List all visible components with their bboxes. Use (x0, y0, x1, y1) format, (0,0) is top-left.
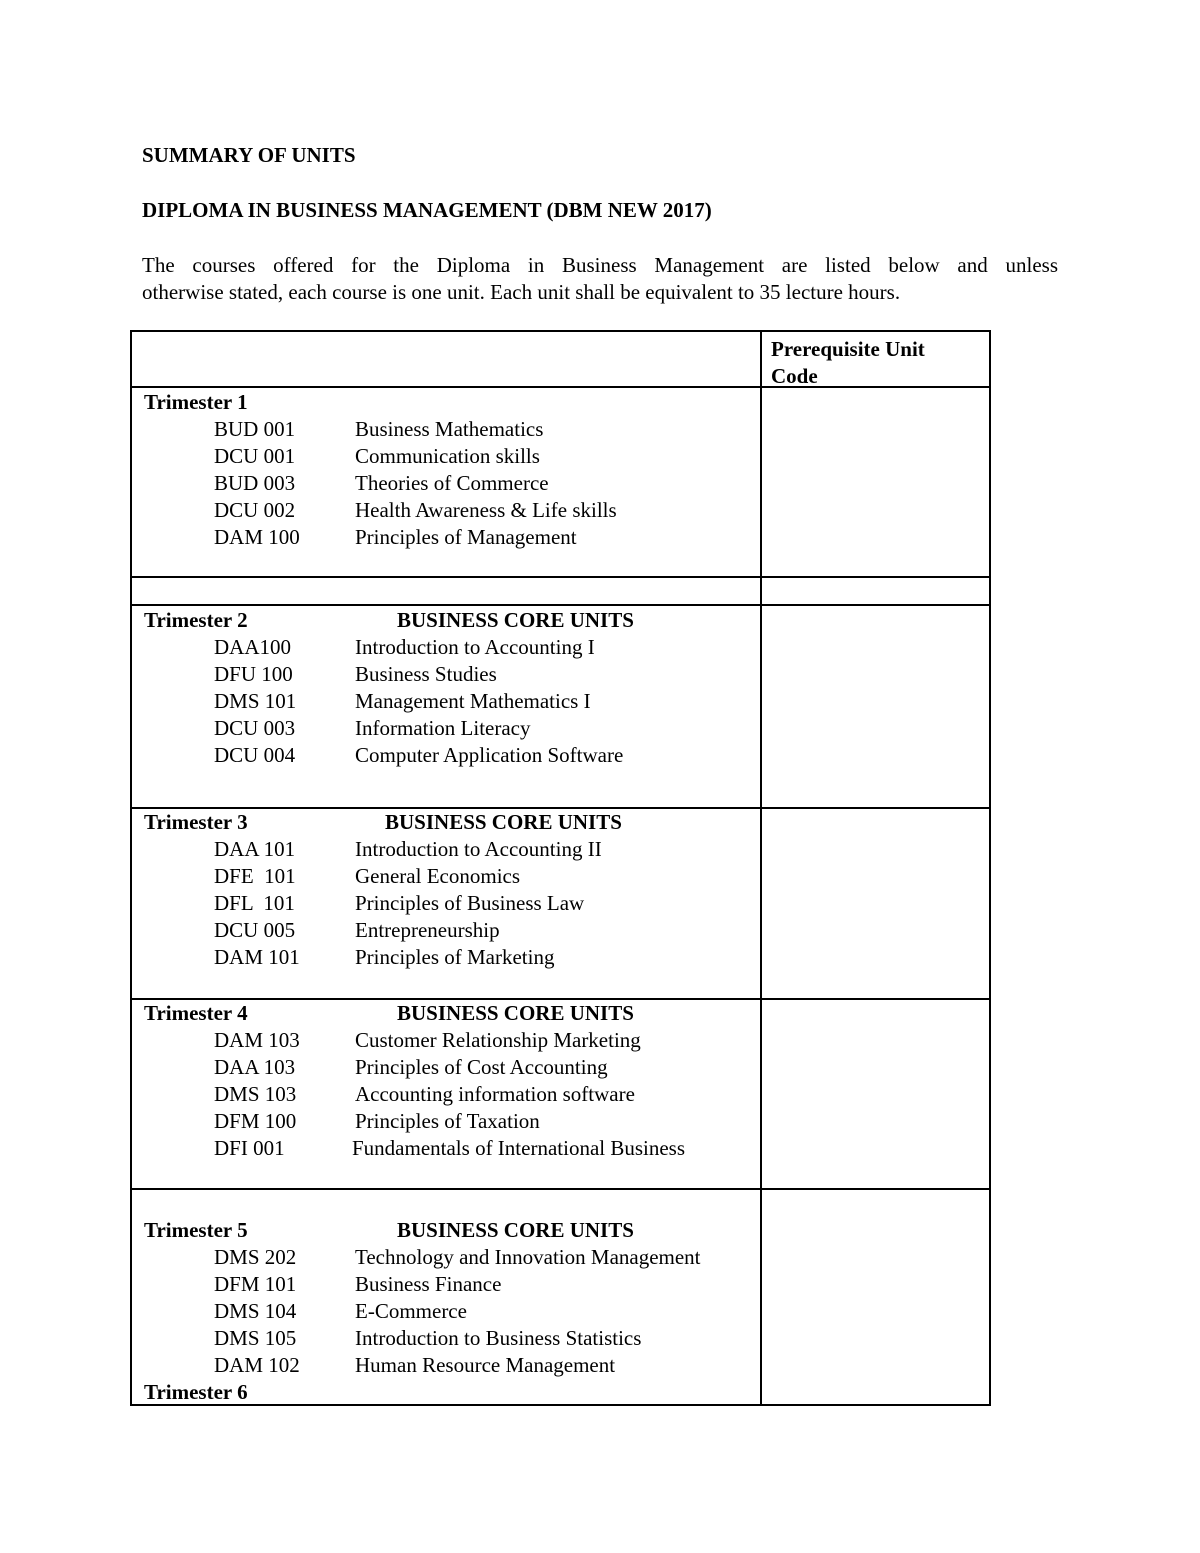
unit-row (144, 890, 754, 917)
trimester-2-section (144, 607, 754, 769)
trimester-row (144, 389, 754, 416)
unit-code: DCU 004 (214, 743, 296, 767)
trimester-label: Trimester 1 (144, 390, 248, 414)
unit-code: DMS 101 (214, 689, 297, 713)
unit-code: DMS 103 (214, 1082, 297, 1106)
unit-row (144, 1244, 754, 1271)
unit-row (144, 416, 754, 443)
unit-row (144, 944, 754, 971)
unit-code: DAM 103 (214, 1028, 300, 1052)
unit-title: Principles of Cost Accounting (355, 1055, 608, 1079)
unit-code: BUD 003 (214, 471, 296, 495)
trimester-row (144, 809, 754, 836)
unit-title: E-Commerce (355, 1299, 467, 1323)
intro-paragraph (142, 252, 1058, 306)
unit-code: DFM 100 (214, 1109, 297, 1133)
unit-title: General Economics (355, 864, 521, 888)
row-divider (132, 576, 989, 578)
trimester-row (144, 607, 754, 634)
unit-title: Customer Relationship Marketing (355, 1028, 641, 1052)
trimester-1-section (144, 389, 754, 551)
unit-row (144, 1054, 754, 1081)
unit-title: Introduction to Business Statistics (355, 1326, 642, 1350)
unit-code: DCU 003 (214, 716, 296, 740)
column-divider (760, 332, 762, 1404)
unit-row (144, 688, 754, 715)
unit-code: DAM 102 (214, 1353, 300, 1377)
unit-row (144, 742, 754, 769)
unit-code: DFM 101 (214, 1272, 297, 1296)
trimester-label: Trimester 4 (144, 1001, 248, 1025)
trimester-5-section (144, 1217, 754, 1406)
unit-title: Business Finance (355, 1272, 502, 1296)
unit-code: DAA100 (214, 635, 291, 659)
units-table (130, 330, 991, 1406)
unit-code: DCU 001 (214, 444, 296, 468)
trimester-4-section (144, 1000, 754, 1162)
trimester-row (144, 1217, 754, 1244)
intro-line-2: otherwise stated, each course is one unit. Each unit shall be equivalent to 35 lecture hours. (142, 280, 901, 304)
unit-code: DFI 001 (214, 1136, 285, 1160)
unit-row (144, 1271, 754, 1298)
trimester-label: Trimester 5 (144, 1218, 248, 1242)
unit-title: Health Awareness & Life skills (355, 498, 617, 522)
core-units-label: BUSINESS CORE UNITS (397, 1001, 634, 1025)
unit-row (144, 1352, 754, 1379)
unit-title: Management Mathematics I (355, 689, 591, 713)
unit-row (144, 524, 754, 551)
unit-code: DAA 103 (214, 1055, 296, 1079)
unit-row (144, 1325, 754, 1352)
unit-title: Principles of Marketing (355, 945, 555, 969)
unit-code: DMS 105 (214, 1326, 297, 1350)
unit-title: Business Mathematics (355, 417, 544, 441)
unit-row (144, 1135, 754, 1162)
unit-title: Theories of Commerce (355, 471, 549, 495)
unit-code: BUD 001 (214, 417, 296, 441)
unit-row (144, 917, 754, 944)
unit-row (144, 1027, 754, 1054)
unit-row (144, 1108, 754, 1135)
unit-row (144, 497, 754, 524)
row-divider (132, 604, 989, 606)
unit-title: Information Literacy (355, 716, 531, 740)
row-divider (132, 1188, 989, 1190)
unit-row (144, 863, 754, 890)
trimester-label: Trimester 6 (144, 1380, 248, 1404)
unit-title: Accounting information software (355, 1082, 635, 1106)
unit-title: Technology and Innovation Management (355, 1245, 701, 1269)
trimester-label: Trimester 3 (144, 810, 248, 834)
unit-row (144, 836, 754, 863)
unit-code: DCU 002 (214, 498, 296, 522)
unit-title: Introduction to Accounting I (355, 635, 595, 659)
intro-line-1: The courses offered for the Diploma in Business Management are listed below and unless (142, 253, 1058, 277)
unit-code: DFU 100 (214, 662, 293, 686)
unit-title: Business Studies (355, 662, 497, 686)
unit-code: DAA 101 (214, 837, 296, 861)
prerequisite-header-line-1: Prerequisite Unit (771, 337, 925, 361)
unit-title: Principles of Business Law (355, 891, 585, 915)
document-heading: SUMMARY OF UNITS (142, 143, 356, 167)
unit-title: Principles of Management (355, 525, 577, 549)
unit-row (144, 634, 754, 661)
unit-title: Fundamentals of International Business (352, 1136, 686, 1160)
program-title: DIPLOMA IN BUSINESS MANAGEMENT (DBM NEW 2017) (142, 198, 712, 222)
unit-row (144, 1081, 754, 1108)
unit-title: Entrepreneurship (355, 918, 500, 942)
unit-title: Principles of Taxation (355, 1109, 540, 1133)
prerequisite-header (771, 336, 981, 390)
trimester-row (144, 1379, 754, 1406)
unit-title: Communication skills (355, 444, 540, 468)
trimester-row (144, 1000, 754, 1027)
trimester-3-section (144, 809, 754, 971)
unit-row (144, 715, 754, 742)
unit-code: DMS 104 (214, 1299, 297, 1323)
core-units-label: BUSINESS CORE UNITS (397, 608, 634, 632)
unit-row (144, 1298, 754, 1325)
unit-title: Introduction to Accounting II (355, 837, 602, 861)
unit-code: DCU 005 (214, 918, 296, 942)
unit-code: DAM 101 (214, 945, 300, 969)
unit-code: DFE 101 (214, 864, 296, 888)
core-units-label: BUSINESS CORE UNITS (397, 1218, 634, 1242)
trimester-label: Trimester 2 (144, 608, 248, 632)
unit-code: DAM 100 (214, 525, 300, 549)
core-units-label: BUSINESS CORE UNITS (385, 810, 622, 834)
unit-row (144, 470, 754, 497)
unit-row (144, 443, 754, 470)
unit-row (144, 661, 754, 688)
prerequisite-header-line-2: Code (771, 364, 818, 388)
unit-title: Human Resource Management (355, 1353, 616, 1377)
unit-code: DFL 101 (214, 891, 295, 915)
unit-title: Computer Application Software (355, 743, 624, 767)
unit-code: DMS 202 (214, 1245, 297, 1269)
